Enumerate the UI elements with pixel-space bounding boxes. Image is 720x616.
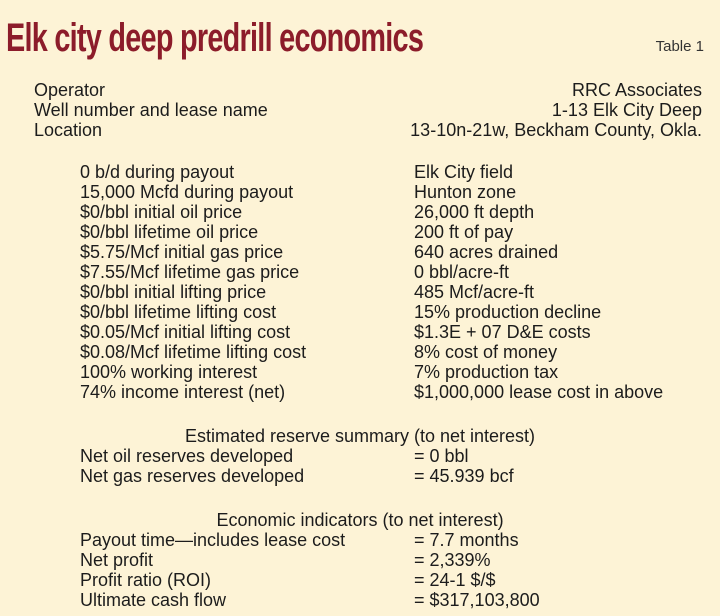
param-right: Hunton zone	[414, 182, 517, 202]
table-title: Elk city deep predrill economics	[6, 16, 424, 60]
param-right: 640 acres drained	[414, 242, 559, 262]
param-right: 485 Mcf/acre-ft	[414, 282, 535, 302]
param-right: 26,000 ft depth	[414, 202, 535, 222]
payout-time-value: = 7.7 months	[414, 530, 519, 550]
param-left: $0/bbl lifetime oil price	[80, 222, 259, 242]
reserve-summary-heading: Estimated reserve summary (to net interest)	[184, 426, 536, 446]
payout-time-label: Payout time—includes lease cost	[80, 530, 346, 550]
param-right: $1,000,000 lease cost in above	[414, 382, 664, 402]
param-left: 15,000 Mcfd during payout	[80, 182, 294, 202]
profit-ratio-value: = 24-1 $/$	[414, 570, 496, 590]
param-left: $0.05/Mcf initial lifting cost	[80, 322, 291, 342]
cash-flow-value: = $317,103,800	[414, 590, 540, 610]
operator-value: RRC Associates	[571, 80, 702, 100]
param-left: $0.08/Mcf lifetime lifting cost	[80, 342, 307, 362]
net-gas-value: = 45.939 bcf	[414, 466, 514, 486]
param-left: $7.55/Mcf lifetime gas price	[80, 262, 300, 282]
cash-flow-label: Ultimate cash flow	[80, 590, 227, 610]
param-right: 7% production tax	[414, 362, 559, 382]
param-left: $0/bbl initial oil price	[80, 202, 243, 222]
operator-label: Operator	[34, 80, 106, 100]
param-left: $0/bbl initial lifting price	[80, 282, 267, 302]
param-right: 8% cost of money	[414, 342, 558, 362]
param-right: 15% production decline	[414, 302, 602, 322]
net-profit-value: = 2,339%	[414, 550, 491, 570]
param-left: 0 b/d during payout	[80, 162, 235, 182]
well-value: 1-13 Elk City Deep	[551, 100, 702, 120]
param-right: 200 ft of pay	[414, 222, 514, 242]
param-left: $0/bbl lifetime lifting cost	[80, 302, 277, 322]
location-value: 13-10n-21w, Beckham County, Okla.	[410, 120, 702, 140]
param-left: 74% income interest (net)	[80, 382, 286, 402]
param-right: $1.3E + 07 D&E costs	[414, 322, 591, 342]
economic-indicators-heading: Economic indicators (to net interest)	[216, 510, 504, 530]
param-right: Elk City field	[414, 162, 514, 182]
net-gas-label: Net gas reserves developed	[80, 466, 305, 486]
location-label: Location	[34, 120, 103, 140]
table-number: Table 1	[655, 38, 704, 55]
net-oil-label: Net oil reserves developed	[80, 446, 294, 466]
net-profit-label: Net profit	[80, 550, 154, 570]
param-left: 100% working interest	[80, 362, 258, 382]
param-right: 0 bbl/acre-ft	[414, 262, 510, 282]
well-label: Well number and lease name	[34, 100, 268, 120]
net-oil-value: = 0 bbl	[414, 446, 469, 466]
profit-ratio-label: Profit ratio (ROI)	[80, 570, 212, 590]
param-left: $5.75/Mcf initial gas price	[80, 242, 284, 262]
